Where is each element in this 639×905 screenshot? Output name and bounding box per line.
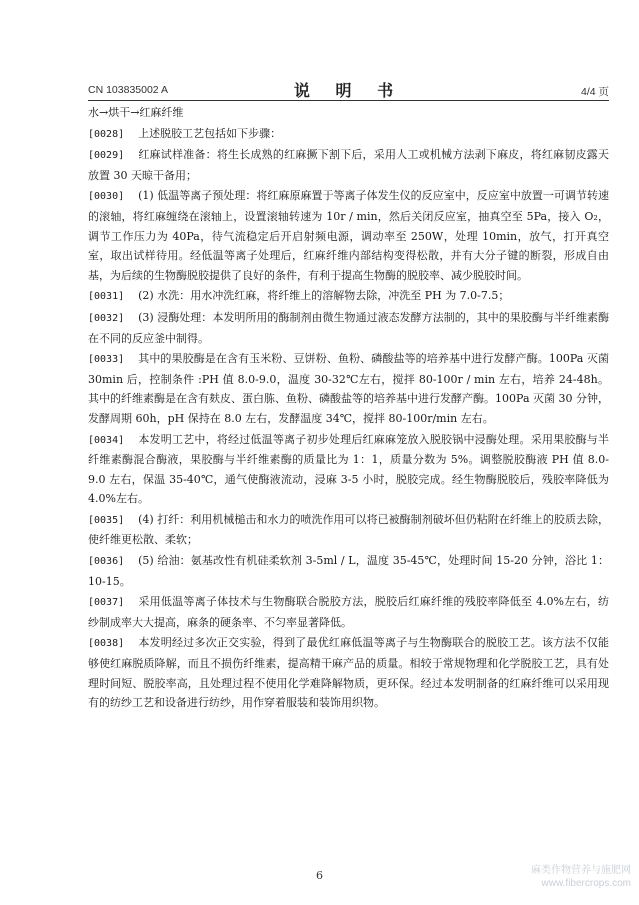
- paragraph-number: [0028]: [88, 128, 125, 140]
- watermark: [531, 864, 631, 890]
- paragraph-number: [0037]: [88, 597, 125, 609]
- watermark-url: www.fibercrops.com: [541, 878, 631, 889]
- paragraph-text: (3) 浸酶处理：本发明所用的酶制剂由微生物通过液态发酵方法制的，其中的果胶酶与半纤维素酶在不同的反应釜中制得。: [88, 310, 609, 345]
- header-rule: [88, 100, 609, 101]
- paragraph-text: 其中的果胶酶是在含有玉米粉、豆饼粉、鱼粉、磷酸盐等的培养基中进行发酵产酶。100Pa 灭菌 30min 后，控制条件 :PH 值 8.0-9.0，温度 30-32℃左右，搅拌 80-100r / min 左右，培养 24-48h。其中的纤维素酶是在含有麸皮、蛋白胨、鱼粉、磷酸盐等的培养基中进行发酵产酶。100Pa 灭菌 30 分钟，发酵周期 60h，pH 保持在 8.0 左右，发酵温度 34℃，搅拌 80-100r/min 左右。: [88, 352, 609, 425]
- paragraph-0034: [88, 430, 609, 509]
- paragraph-text: 本发明工艺中，将经过低温等离子初步处理后红麻麻笼放入脱胶锅中浸酶处理。采用果胶酶与半纤维素酶混合酶液，果胶酶与半纤维素酶的质量比为 1：1，质量分数为 5%。调整脱胶酶液 PH 值 8.0-9.0 左右，保温 35-40℃，通气使酶液流动，浸麻 3-5 小时，脱胶完成。经生物酶脱胶后，残胶率降低为 4.0%左右。: [88, 432, 609, 506]
- paragraph-0031: [88, 286, 609, 307]
- paragraph-number: [0035]: [88, 514, 125, 526]
- publication-number: CN 103835002 A: [88, 84, 168, 96]
- paragraph-0037: [88, 592, 609, 632]
- paragraph-text: (4) 打纤：利用机械槌击和水力的喷洗作用可以将已被酶制剂破坏但仍粘附在纤维上的胶质去除，使纤维更松散、柔软；: [88, 512, 609, 547]
- paragraph-text: (2) 水洗：用水冲洗红麻，将纤维上的溶解物去除，冲洗至 PH 为 7.0-7.5；: [138, 289, 510, 303]
- watermark-site-name: 麻类作物营养与施肥网: [531, 865, 631, 876]
- paragraph-number: [0034]: [88, 434, 125, 446]
- paragraph-0035: [88, 510, 609, 550]
- paragraph-text: 红麻试样准备：将生长成熟的红麻撅下割下后，采用人工或机械方法剥下麻皮，将红麻韧皮露天放置 30 天晾干备用；: [88, 148, 609, 182]
- paragraph-0032: [88, 308, 609, 348]
- paragraph-number: [0032]: [88, 312, 125, 324]
- paragraph-number: [0029]: [88, 150, 125, 162]
- paragraph-0033: [88, 349, 609, 428]
- paragraph-number: [0030]: [88, 191, 125, 203]
- paragraph-number: [0038]: [88, 638, 125, 650]
- document-title: 说 明 书: [293, 81, 404, 100]
- paragraph-text: 采用低温等离子体技术与生物酶联合脱胶方法，脱胶后红麻纤维的残胶率降低至 4.0%左右，纺纱制成率大大提高，麻条的硬条率、不匀率显著降低。: [88, 595, 609, 629]
- paragraph-0038: [88, 633, 609, 712]
- paragraph-text: (1) 低温等离子预处理：将红麻原麻置于等离子体发生仪的反应室中，反应室中放置一可调节转速的滚轴，将红麻缠绕在滚轴上，设置滚轴转速为 10r / min，然后关闭反应室，抽真空至 5Pa，接入 O₂，调节工作压力为 40Pa，待气流稳定后开启射频电源，调动率至 250W，处理 10min，放气，打开真空室，取出试样待用。经低温等离子处理后，红麻纤维内部结构变得松散，并有大分子键的断裂，形成自由基，为后续的生物酶脱胶提供了良好的条件，有利于提高生物酶的脱胶率、减少脱胶时间。: [88, 189, 609, 282]
- paragraph-text: (5) 给油：氨基改性有机硅柔软剂 3-5ml / L，温度 35-45℃，处理时间 15-20 分钟，浴比 1：10-15。: [88, 554, 609, 588]
- paragraph-text: 上述脱胶工艺包括如下步骤：: [138, 126, 282, 140]
- paragraph-text: 本发明经过多次正交实验，得到了最优红麻低温等离子与生物酶联合的脱胶工艺。该方法不仅能够使红麻脱质降解，而且不损伤纤维素，提高精干麻产品的质量。相较于常规物理和化学脱胶工艺，具有处理时间短、脱胶率高，且处理过程不使用化学难降解物质，更环保。经过本发明制备的红麻纤维可以采用现有的纺纱工艺和设备进行纺纱，用作穿着服装和装饰用织物。: [88, 636, 609, 710]
- paragraph-number: [0036]: [88, 556, 125, 568]
- paragraph-0030: [88, 186, 609, 285]
- page-header: [88, 78, 609, 100]
- paragraph-continuation: [88, 103, 609, 123]
- paragraph-text: 水→烘干→红麻纤维: [88, 106, 184, 119]
- page-info: 4/4 页: [580, 86, 609, 98]
- paragraph-number: [0031]: [88, 291, 125, 303]
- paragraph-0036: [88, 551, 609, 591]
- paragraph-0029: [88, 145, 609, 185]
- document-body: [88, 103, 609, 713]
- paragraph-number: [0033]: [88, 354, 125, 366]
- paragraph-0028: [88, 124, 609, 145]
- page-number: 6: [316, 869, 323, 882]
